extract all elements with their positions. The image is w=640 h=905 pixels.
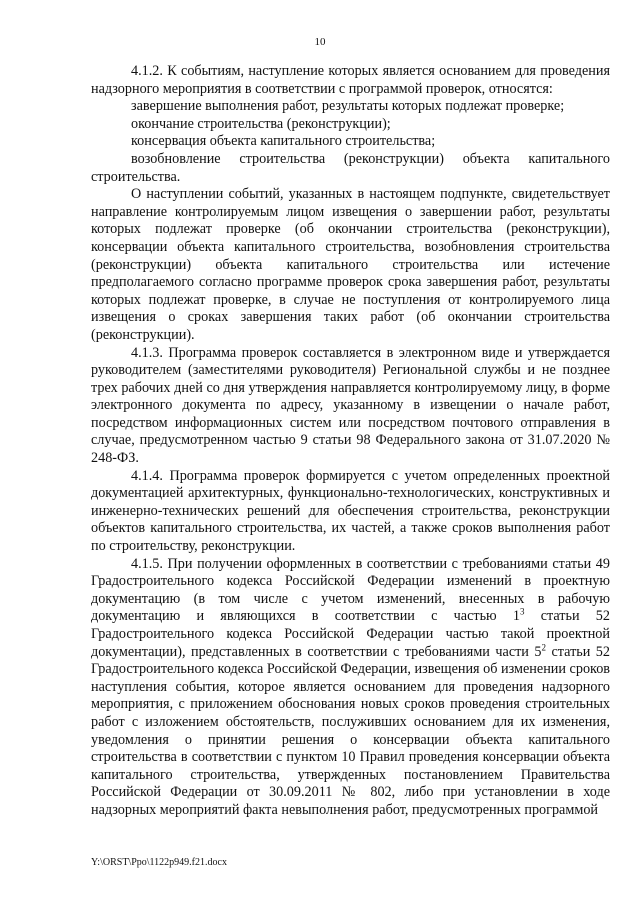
list-item: возобновление строительства (реконструкции) объекта капитального строительства. bbox=[91, 150, 610, 185]
paragraph-4-1-5 bbox=[91, 556, 610, 820]
paragraph-4-1-5-part-b: статьи 52 Градостроительного кодекса Российской Федерации частью такой проектной документации), представленных в соответствии с требованиями части 5 bbox=[91, 608, 610, 660]
list-item: завершение выполнения работ, результаты которых подлежат проверке; bbox=[131, 98, 565, 115]
paragraph-4-1-5-part-a: 4.1.5. При получении оформленных в соответствии с требованиями статьи 49 Градостроительного кодекса Российской Федерации изменений в проектную документацию (в том числе с учетом изменений, внесенных в рабочую документацию и являющихся в соответствии с частью 1 bbox=[91, 555, 610, 625]
document-body bbox=[91, 63, 610, 820]
paragraph-4-1-3: 4.1.3. Программа проверок составляется в электронном виде и утверждается руководителем (заместителями руководителя) Региональной службы и не позднее трех рабочих дней со дня утверждения направляется контролируемому лицу, в форме электронного документа по адресу, указанному в извещении о начале работ, посредством информационных систем или посредством почтового отправления в случае, предусмотренном частью 9 статьи 98 Федерального закона от 31.07.2020 № 248-ФЗ. bbox=[91, 344, 610, 467]
list-item: консервация объекта капитального строительства; bbox=[131, 133, 436, 150]
superscript-2: 2 bbox=[541, 641, 546, 652]
list-item: окончание строительства (реконструкции); bbox=[131, 115, 391, 132]
superscript-3: 3 bbox=[519, 606, 525, 617]
paragraph-4-1-2: 4.1.2. К событиям, наступление которых является основанием для проведения надзорного мероприятия в соответствии с программой проверок, относятся: bbox=[91, 63, 610, 97]
paragraph-4-1-5-part-c: статьи 52 Градостроительного кодекса Российской Федерации, извещения об изменении сроков наступления события, которое является основанием для проведения надзорного мероприятия, с приложением обоснования новых сроков проведения строительных работ с изложением обстоятельств, послуживших основанием для их изменения, уведомления о принятии решения о консервации объекта капитального строительства в соответствии с пунктом 10 Правил проведения консервации объекта капитального строительства, утвержденных постановлением Правительства Российской Федерации от 30.09.2011 № 802, либо при установлении в ходе надзорных мероприятий факта невыполнения работ, предусмотренных программой bbox=[91, 643, 610, 818]
page-number: 10 bbox=[314, 36, 326, 48]
footer-file-path: Y:\ORST\Ppo\1122p949.f21.docx bbox=[91, 857, 227, 868]
paragraph-events-notice: О наступлении событий, указанных в настоящем подпункте, свидетельствует направление контролируемым лицом извещения о завершении работ, результаты которых подлежат проверке (об окончании строительства (реконструкции), консервации объекта капитального строительства, возобновления строительства (реконструкции) объекта капитального строительства или истечение предполагаемого согласно программе проверок срока завершения работ, результаты которых подлежат проверке, в случае не поступления от контролируемого лица извещения о сроках завершения таких работ (об окончании строительства (реконструкции). bbox=[91, 186, 610, 343]
paragraph-4-1-4: 4.1.4. Программа проверок формируется с учетом определенных проектной документацией архитектурных, функционально-технологических, конструктивных и инженерно-технических решений для обеспечения строительства, реконструкции объектов капитального строительства, их частей, а также сроков выполнения работ по строительству, реконструкции. bbox=[91, 467, 610, 555]
